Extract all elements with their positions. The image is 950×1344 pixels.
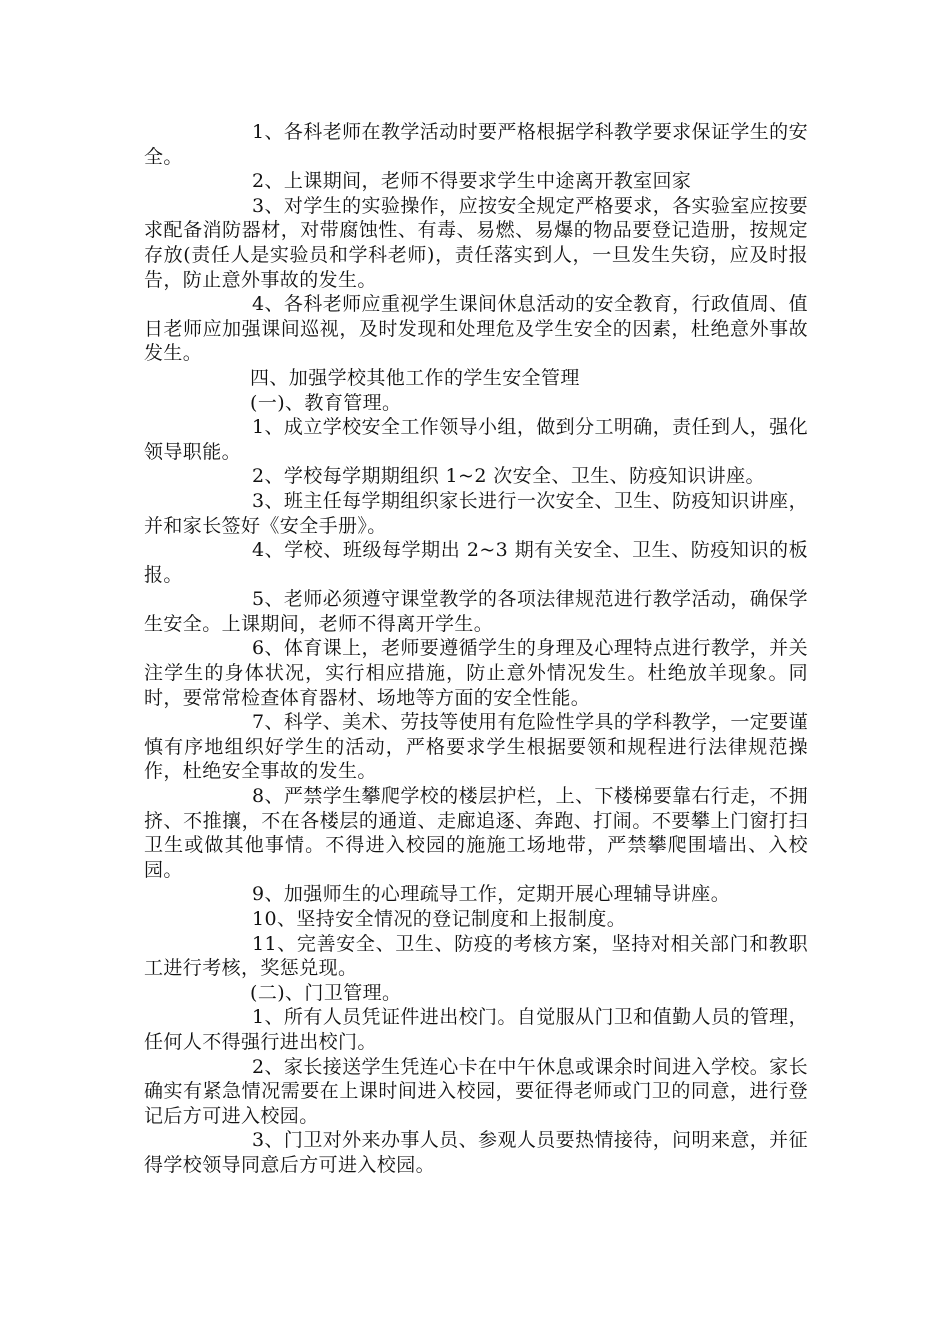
paragraph-edu-8: 8、严禁学生攀爬学校的楼层护栏，上、下楼梯要靠右行走，不拥挤、不推攘，不在各楼层的通道、走廊追逐、奔跑、打闹。不要攀上门窗打扫卫生或做其他事情。不得进入校园的施施工场地带，严禁攀爬围墙出、入校园。 xyxy=(144,785,808,881)
paragraph-item-1: 1、各科老师在教学活动时要严格根据学科教学要求保证学生的安全。 xyxy=(144,121,808,168)
paragraph-item-2: 2、上课期间，老师不得要求学生中途离开教室回家 xyxy=(252,170,692,193)
paragraph-gate-1: 1、所有人员凭证件进出校门。自觉服从门卫和值勤人员的管理，任何人不得强行进出校门。 xyxy=(144,1006,808,1053)
paragraph-edu-7: 7、科学、美术、劳技等使用有危险性学具的学科教学，一定要谨慎有序地组织好学生的活动，严格要求学生根据要领和规程进行法律规范操作，杜绝安全事故的发生。 xyxy=(144,711,808,783)
paragraph-item-4: 4、各科老师应重视学生课间休息活动的安全教育，行政值周、值日老师应加强课间巡视，及时发现和处理危及学生安全的因素，杜绝意外事故发生。 xyxy=(144,293,808,365)
paragraph-edu-6: 6、体育课上，老师要遵循学生的身理及心理特点进行教学，并关注学生的身体状况，实行相应措施，防止意外情况发生。杜绝放羊现象。同时，要常常检查体育器材、场地等方面的安全性能。 xyxy=(144,637,808,709)
section-heading-4: 四、加强学校其他工作的学生安全管理 xyxy=(250,366,580,389)
paragraph-item-3: 3、对学生的实验操作，应按安全规定严格要求，各实验室应按要求配备消防器材，对带腐蚀性、有毒、易燃、易爆的物品要登记造册，按规定存放(责任人是实验员和学科老师)，责任落实到人，一旦发生失窃，应及时报告，防止意外事故的发生。 xyxy=(144,194,808,291)
paragraph-gate-3: 3、门卫对外来办事人员、参观人员要热情接待，问明来意，并征得学校领导同意后方可进入校园。 xyxy=(144,1129,808,1176)
paragraph-edu-3: 3、班主任每学期组织家长进行一次安全、卫生、防疫知识讲座，并和家长签好《安全手册》。 xyxy=(144,489,808,537)
document-page xyxy=(144,120,808,1178)
paragraph-edu-9: 9、加强师生的心理疏导工作，定期开展心理辅导讲座。 xyxy=(252,883,731,906)
subsection-heading-gate: (二)、门卫管理。 xyxy=(250,981,402,1004)
paragraph-edu-11: 11、完善安全、卫生、防疫的考核方案，坚持对相关部门和教职工进行考核，奖惩兑现。 xyxy=(144,932,808,980)
paragraph-edu-10: 10、坚持安全情况的登记制度和上报制度。 xyxy=(252,908,627,930)
paragraph-edu-2: 2、学校每学期期组织 1~2 次安全、卫生、防疫知识讲座。 xyxy=(252,465,765,488)
paragraph-gate-2: 2、家长接送学生凭连心卡在中午休息或课余时间进入学校。家长确实有紧急情况需要在上课时间进入校园，要征得老师或门卫的同意，进行登记后方可进入校园。 xyxy=(144,1055,808,1127)
paragraph-edu-1: 1、成立学校安全工作领导小组，做到分工明确，责任到人，强化领导职能。 xyxy=(144,416,808,463)
paragraph-edu-5: 5、老师必须遵守课堂教学的各项法律规范进行教学活动，确保学生安全。上课期间，老师不得离开学生。 xyxy=(144,588,808,635)
subsection-heading-education: (一)、教育管理。 xyxy=(250,391,402,414)
paragraph-edu-4: 4、学校、班级每学期出 2~3 期有关安全、卫生、防疫知识的板报。 xyxy=(144,539,808,586)
